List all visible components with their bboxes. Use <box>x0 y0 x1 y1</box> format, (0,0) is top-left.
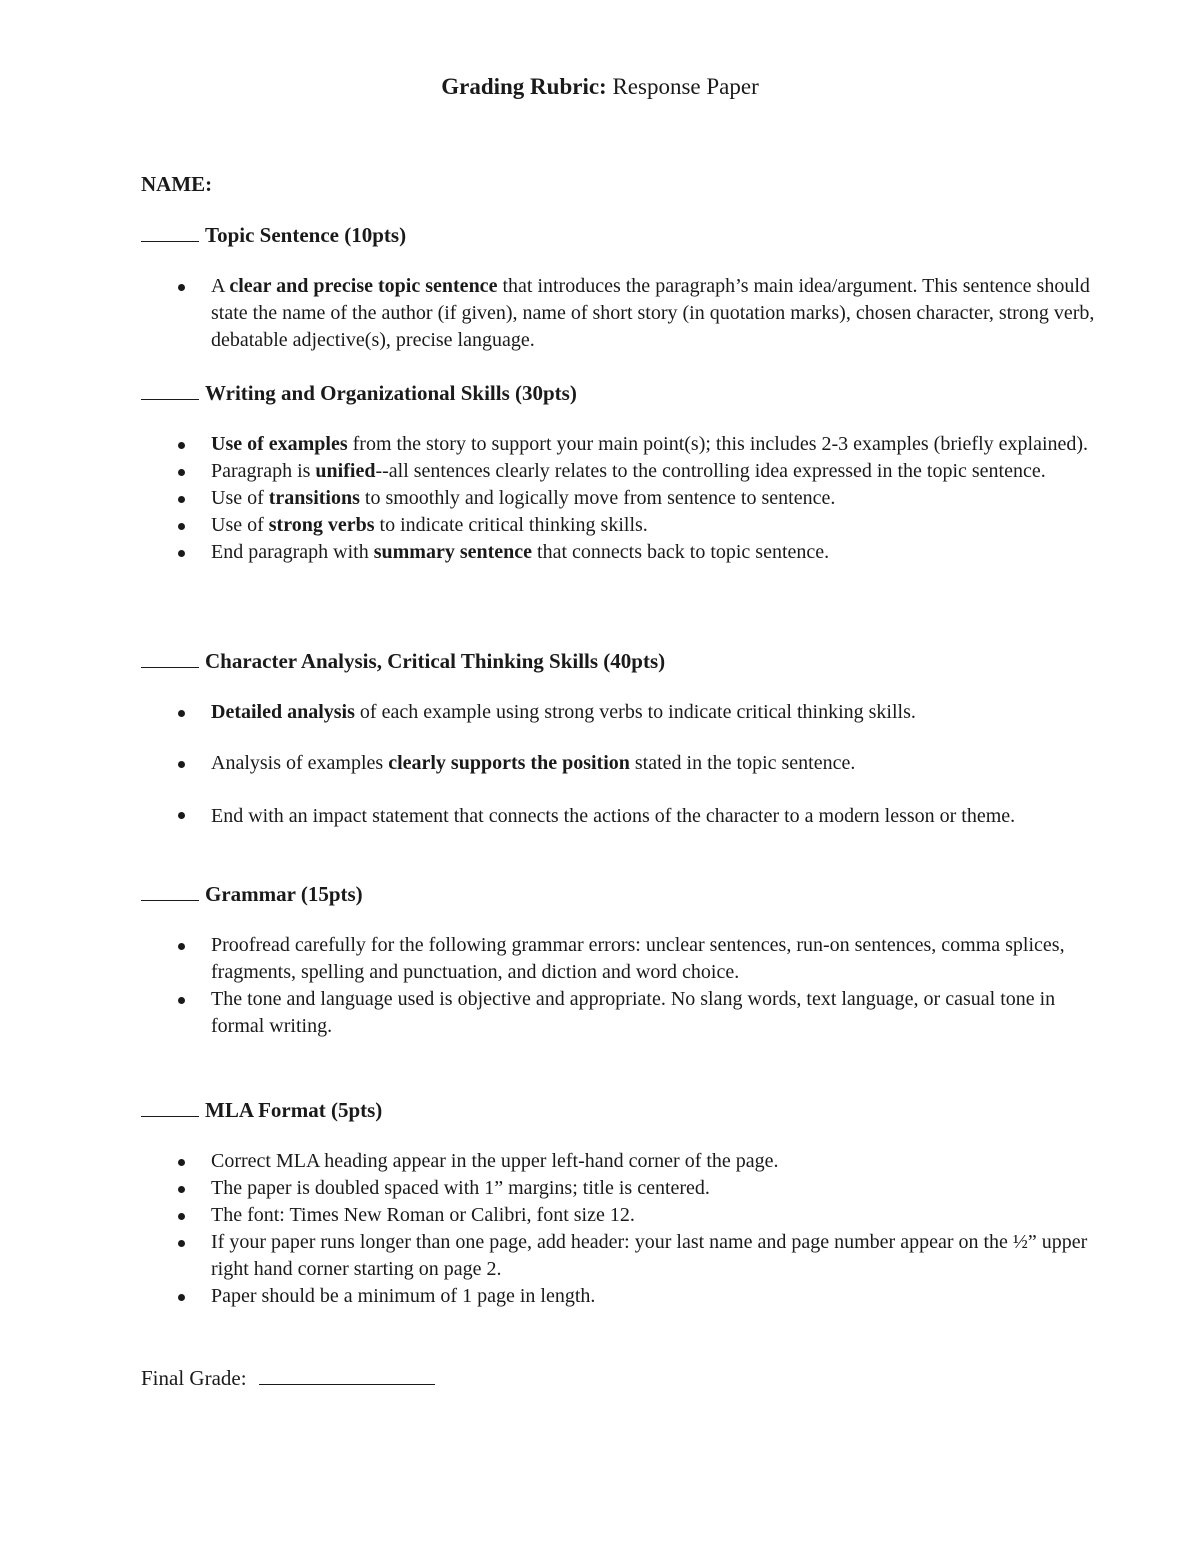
bullet-icon <box>178 1294 185 1301</box>
list-item <box>141 458 1101 485</box>
item-bold: strong verbs <box>268 514 375 536</box>
section-heading <box>141 379 1101 407</box>
item-text: that connects back to topic sentence. <box>532 541 830 563</box>
section-heading-text: Grammar (15pts) <box>205 882 363 906</box>
bullet-icon <box>178 761 185 768</box>
item-bold: clearly supports the position <box>388 752 630 774</box>
criteria-list <box>141 273 1101 354</box>
bullet-icon <box>178 1186 185 1193</box>
item-text: End with an impact statement that connects the actions of the character to a modern lesson or theme. <box>211 805 1016 827</box>
item-text: Paper should be a minimum of 1 page in length. <box>211 1285 596 1307</box>
score-blank <box>141 886 199 901</box>
bullet-icon <box>178 442 185 449</box>
score-blank <box>141 385 199 400</box>
item-bold: Use of examples <box>211 433 348 455</box>
item-text: stated in the topic sentence. <box>629 752 856 774</box>
item-bold: transitions <box>268 487 360 509</box>
item-bold: Detailed analysis <box>211 701 355 723</box>
section-character-analysis <box>141 647 1101 856</box>
name-label: NAME: <box>141 172 213 196</box>
section-topic-sentence <box>141 221 1101 354</box>
list-item <box>141 1202 1101 1229</box>
item-text: The paper is doubled spaced with 1” margins; title is centered. <box>211 1177 710 1199</box>
item-text: A <box>211 275 230 297</box>
final-grade-label: Final Grade: <box>141 1366 247 1390</box>
item-text: Use of <box>211 514 269 536</box>
score-blank <box>141 1102 199 1117</box>
list-item <box>141 273 1101 354</box>
item-text: The tone and language used is objective and appropriate. No slang words, text language, or casual tone in formal writing. <box>211 988 1056 1037</box>
title-bold: Grading Rubric: <box>441 74 607 99</box>
bullet-icon <box>178 469 185 476</box>
list-item <box>141 986 1101 1040</box>
item-text: End paragraph with <box>211 541 374 563</box>
list-item <box>141 750 1101 777</box>
section-mla-format <box>141 1096 1101 1310</box>
item-text: Proofread carefully for the following grammar errors: unclear sentences, run-on sentences, comma splices, fragments, spelling and punctuation, and diction and word choice. <box>211 934 1065 983</box>
section-heading-text: MLA Format (5pts) <box>205 1098 383 1122</box>
item-bold: summary sentence <box>373 541 533 563</box>
criteria-list <box>141 1148 1101 1310</box>
list-item <box>141 932 1101 986</box>
list-item <box>141 512 1101 539</box>
list-item <box>141 485 1101 512</box>
section-heading <box>141 221 1101 249</box>
page-title <box>0 72 1200 102</box>
section-writing-organization <box>141 379 1101 566</box>
item-text: Correct MLA heading appear in the upper left-hand corner of the page. <box>211 1150 779 1172</box>
section-heading-text: Writing and Organizational Skills (30pts) <box>205 381 577 405</box>
section-heading-text: Character Analysis, Critical Thinking Skills (40pts) <box>205 649 666 673</box>
list-item <box>141 1148 1101 1175</box>
bullet-icon <box>178 1213 185 1220</box>
item-text: of each example using strong verbs to indicate critical thinking skills. <box>354 701 916 723</box>
criteria-list <box>141 699 1101 832</box>
section-heading <box>141 880 1101 908</box>
score-blank <box>141 653 199 668</box>
bullet-icon <box>178 550 185 557</box>
item-text: Paragraph is <box>211 460 316 482</box>
bullet-icon <box>178 1159 185 1166</box>
section-heading <box>141 647 1101 675</box>
item-text: to indicate critical thinking skills. <box>374 514 648 536</box>
item-text: If your paper runs longer than one page, add header: your last name and page number appear on the ½” upper right hand corner starting on page 2. <box>211 1231 1088 1280</box>
item-text: --all sentences clearly relates to the controlling idea expressed in the topic sentence. <box>375 460 1046 482</box>
item-text: to smoothly and logically move from sentence to sentence. <box>359 487 836 509</box>
bullet-icon <box>178 1240 185 1247</box>
item-text: The font: Times New Roman or Calibri, font size 12. <box>211 1204 635 1226</box>
bullet-icon <box>178 943 185 950</box>
list-item <box>141 1283 1101 1310</box>
list-item <box>141 801 1101 832</box>
bullet-icon <box>178 710 185 717</box>
bullet-icon <box>178 812 185 819</box>
bullet-icon <box>178 496 185 503</box>
list-item <box>141 1229 1101 1283</box>
criteria-list <box>141 932 1101 1040</box>
bullet-icon <box>178 284 185 291</box>
criteria-list <box>141 431 1101 566</box>
section-heading <box>141 1096 1101 1124</box>
score-blank <box>141 227 199 242</box>
list-item <box>141 431 1101 458</box>
list-item <box>141 1175 1101 1202</box>
final-grade-blank <box>259 1366 435 1385</box>
list-item <box>141 699 1101 726</box>
title-rest: Response Paper <box>606 74 759 99</box>
bullet-icon <box>178 523 185 530</box>
section-grammar <box>141 880 1101 1040</box>
item-text: from the story to support your main point(s); this includes 2-3 examples (briefly explained). <box>347 433 1089 455</box>
list-item <box>141 539 1101 566</box>
item-text: that introduces the paragraph’s main idea/argument. This sentence should state the name of the author (if given), name of short story (in quotation marks), chosen character, strong verb, debatable adjective(s), precise language. <box>211 275 1095 351</box>
item-bold: clear and precise topic sentence <box>229 275 498 297</box>
final-grade <box>141 1364 435 1392</box>
item-text: Use of <box>211 487 269 509</box>
item-bold: unified <box>315 460 376 482</box>
bullet-icon <box>178 997 185 1004</box>
section-heading-text: Topic Sentence (10pts) <box>205 223 407 247</box>
item-text: Analysis of examples <box>211 752 389 774</box>
